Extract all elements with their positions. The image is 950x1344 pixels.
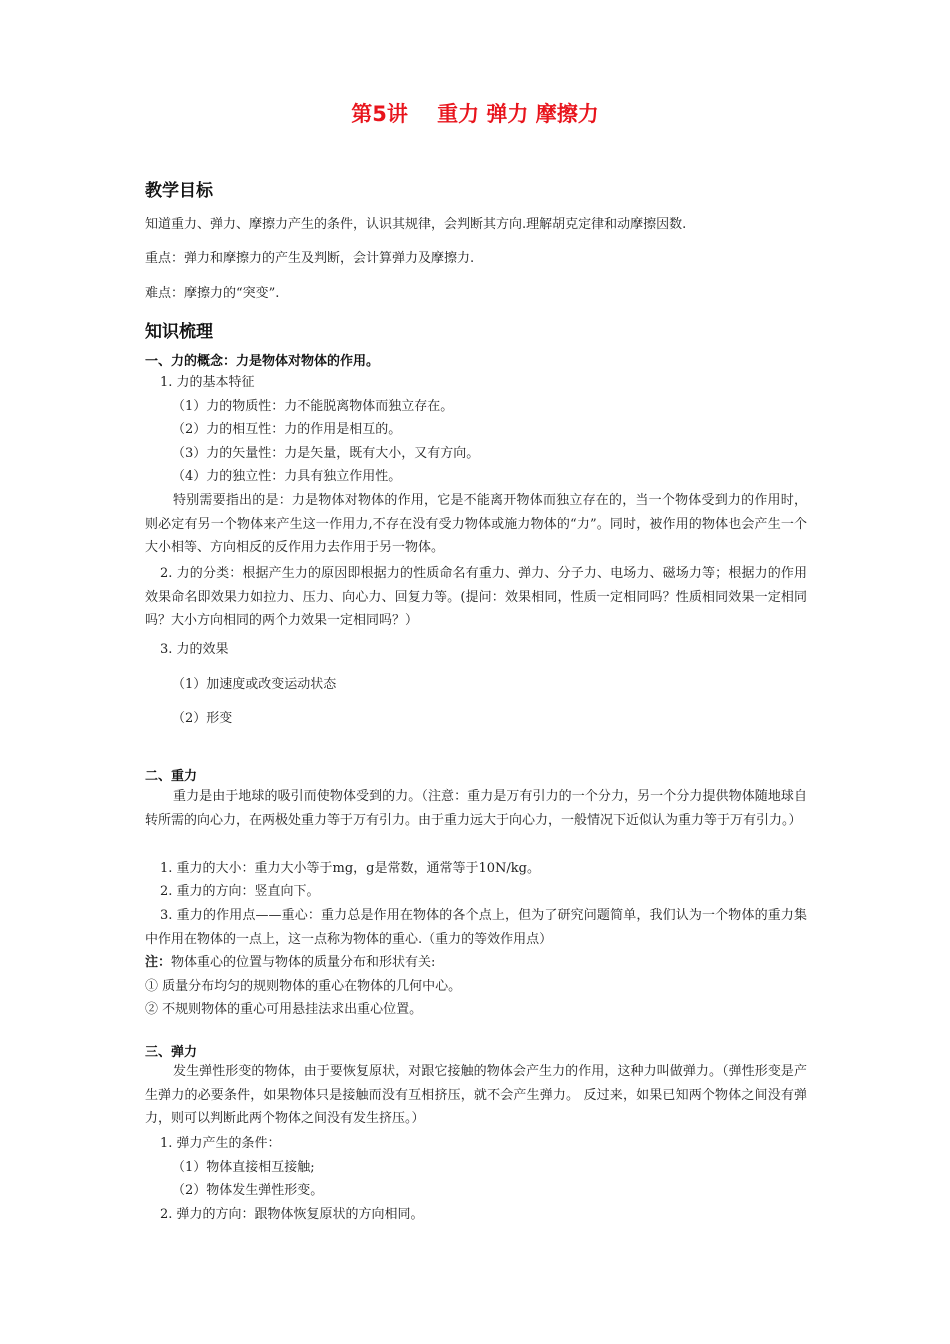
difficulty-text: 难点：摩擦力的“突变”.: [145, 286, 280, 301]
part-title-force-concept: 一、力的概念：力是物体对物体的作用。: [145, 354, 380, 369]
note-text: 物体重心的位置与物体的质量分布和形状有关:: [171, 955, 436, 970]
page-title: 第5讲 重力 弹力 摩擦力: [351, 102, 599, 126]
section-heading-knowledge: 知识梳理: [145, 322, 213, 342]
part-title-gravity: 二、重力: [145, 769, 198, 784]
note-item-regular: ① 质量分布均匀的规则物体的重心在物体的几何中心。: [145, 979, 462, 994]
item-elastic-direction: 2. 弹力的方向：跟物体恢复原状的方向相同。: [160, 1207, 424, 1222]
item-force-classification: 2. 力的分类：根据产生力的原因即根据力的性质命名有重力、弹力、分子力、电场力、磁场力等；根据力的作用效果命名即效果力如拉力、压力、向心力、回复力等。(提问：效果相同，性质一定相同吗？性质相同效果一定相同吗？大小方向相同的两个力效果一定相同吗？）: [145, 566, 807, 628]
note-item-irregular: ② 不规则物体的重心可用悬挂法求出重心位置。: [145, 1002, 423, 1017]
note-center-of-gravity: [145, 951, 807, 975]
paragraph-gravity-intro: 重力是由于地球的吸引而使物体受到的力。（注意：重力是万有引力的一个分力，另一个分力提供物体随地球自转所需的向心力，在两极处重力等于万有引力。由于重力远大于向心力，一般情况下近似认为重力等于万有引力。）: [145, 789, 807, 828]
section-heading-objectives: 教学目标: [145, 181, 213, 201]
item-gravity-direction: 2. 重力的方向：竖直向下。: [160, 884, 320, 899]
objectives-text: 知道重力、弹力、摩擦力产生的条件，认识其规律，会判断其方向.理解胡克定律和动摩擦因数.: [145, 217, 687, 232]
item-force-effect: 3. 力的效果: [160, 642, 229, 657]
item-effect-deformation: （2）形变: [172, 711, 233, 726]
item-elastic-conditions: 1. 弹力产生的条件：: [160, 1136, 281, 1151]
item-force-independent: （4）力的独立性：力具有独立作用性。: [172, 469, 402, 484]
note-label: 注：: [145, 955, 172, 970]
item-force-material: （1）力的物质性：力不能脱离物体而独立存在。: [172, 399, 454, 414]
item-force-features: 1. 力的基本特征: [160, 375, 255, 390]
paragraph-special-note: 特别需要指出的是：力是物体对物体的作用，它是不能离开物体而独立存在的，当一个物体受到力的作用时，则必定有另一个物体来产生这一作用力,不存在没有受力物体或施力物体的“力”。同时，被作用的物体也会产生一个大小相等、方向相反的反作用力去作用于另一物体。: [145, 493, 807, 555]
part-title-elastic-force: 三、弹力: [145, 1045, 198, 1060]
item-gravity-center: 3. 重力的作用点——重心：重力总是作用在物体的各个点上，但为了研究问题简单，我们认为一个物体的重力集中作用在物体的一点上，这一点称为物体的重心.（重力的等效作用点）: [145, 908, 807, 947]
item-force-vector: （3）力的矢量性：力是矢量，既有大小，又有方向。: [172, 446, 480, 461]
item-gravity-magnitude: 1. 重力的大小：重力大小等于mg，g是常数，通常等于10N/kg。: [160, 861, 541, 876]
paragraph-elastic-intro: 发生弹性形变的物体，由于要恢复原状，对跟它接触的物体会产生力的作用，这种力叫做弹力。（弹性形变是产生弹力的必要条件，如果物体只是接触而没有互相挤压，就不会产生弹力。 反过来，如果已知两个物体之间没有弹力，则可以判断此两个物体之间没有发生挤压。）: [145, 1064, 807, 1126]
key-points-text: 重点：弹力和摩擦力的产生及判断，会计算弹力及摩擦力.: [145, 251, 475, 266]
item-elastic-contact: （1）物体直接相互接触;: [172, 1160, 315, 1175]
item-force-mutual: （2）力的相互性：力的作用是相互的。: [172, 422, 402, 437]
item-elastic-deformation: （2）物体发生弹性形变。: [172, 1183, 324, 1198]
item-effect-acceleration: （1）加速度或改变运动状态: [172, 677, 337, 692]
